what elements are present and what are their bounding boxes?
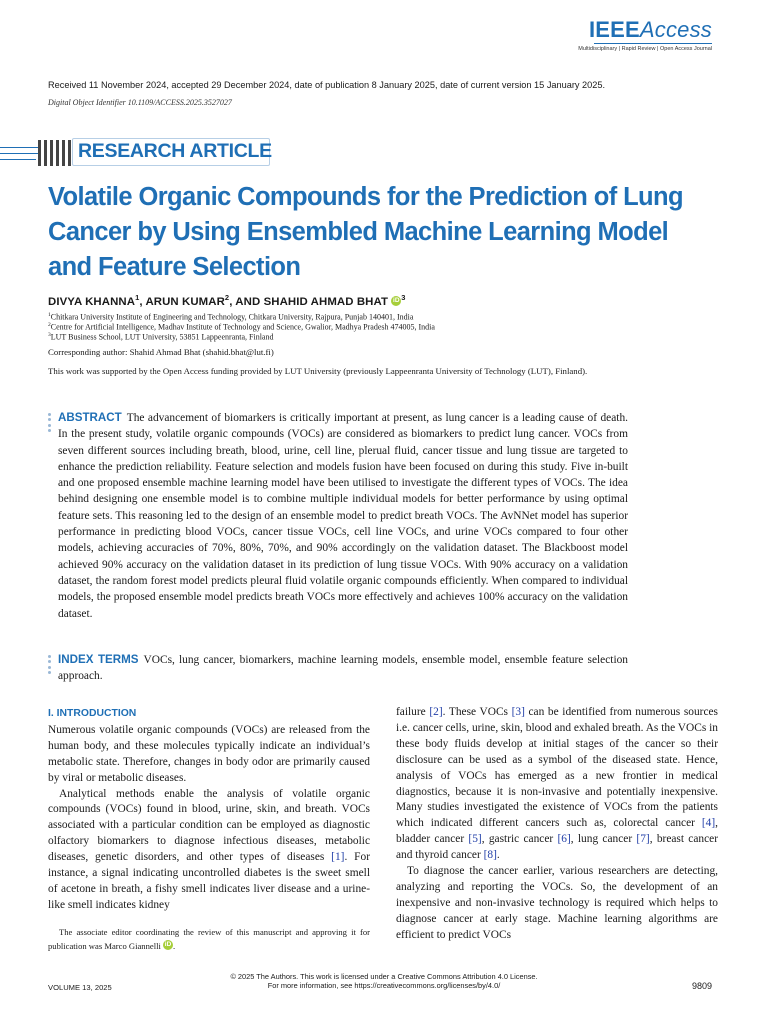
banner-barcode-icon <box>0 140 72 166</box>
abstract-label: ABSTRACT <box>58 411 122 424</box>
editor-note: The associate editor coordinating the review of this manuscript and approving it for publication was Marco Giannelli iD . <box>48 927 370 951</box>
citation-link[interactable]: [1] <box>331 851 345 864</box>
volume-label: VOLUME 13, 2025 <box>48 983 112 992</box>
index-terms <box>58 652 628 685</box>
citation-link[interactable]: [4] <box>701 817 716 830</box>
journal-logo: IEEEAccess <box>588 17 712 42</box>
paragraph: Analytical methods enable the analysis of volatile organic compounds (VOCs) found in blood, urine, skin, and breath. VOCs associated with a particular condition can be employed as diagnostic olfactory biomarkers to diagnose infectious diseases, metabolic diseases, genetic disorders, and other types of diseases [1]. For instance, a signal indicating uncontrolled diabetes is the sweet smell of acetone in breath, a fishy smell indicates liver disease and a urine-like smell indicates kidney <box>48 787 370 911</box>
author-name: DIVYA KHANNA <box>48 295 136 308</box>
affiliation: $^2$Centre for Artificial Intelligence, Madhav Institute of Technology and Science, Gwalior, Madhya Pradesh 474005, India <box>48 322 435 332</box>
paper-title: Volatile Organic Compounds for the Prediction of Lung Cancer by Using Ensembled Machine Learning Model and Feature Selection <box>48 183 683 281</box>
left-column <box>48 706 370 914</box>
abstract-text: The advancement of biomarkers is critically important at present, as lung cancer is a leading cause of death. In the present study, volatile organic compounds (VOCs) are considered as biomarkers to predict lung cancer. VOCs from seven different sources including breath, blood, urine, cell line, plerual fluid, cancer tissue and lung tissue are targeted to enhance the prediction reliability. Feature selection and models fusion have been focused on during this study. Five in-built and one proposed ensemble machine learning model have been utilised to investigate the different types of VOCs. The idea behind designing one ensemble model is to combine multiple individual models for better performance by using optimal feature sets. This reasoning led to the design of an ensemble model to predict breath VOCs. The AvNNet model has superior performance in predicting blood VOCs, cancer tissue VOCs, cell line VOCs, and urine VOCs compared to four other models, achieving accuracies of 70%, 80%, 70%, and 90% accordingly on the validation dataset. The Blackboost model achieved 90% accuracy on the validation dataset in its prediction of lung tissue VOCs. With 90% accuracy on a validation dataset, the random forest model predicts pleural fluid volatile organic compounds efficiently. When compared to individual models, the proposed ensemble model predicts breath VOCs more effectively and achieves 100% accuracy on the validation dataset. <box>58 412 628 620</box>
funding-statement: This work was supported by the Open Access funding provided by LUT University (previously Lappeenranta University of Technology (LUT), Finland). <box>48 366 588 376</box>
index-terms-marker-icon <box>48 655 51 677</box>
license-footer <box>0 972 768 990</box>
journal-tagline: Multidisciplinary | Rapid Review | Open Access Journal <box>578 46 712 52</box>
paragraph: failure [2]. These VOCs [3] can be identified from numerous sources i.e. cancer cells, urine, skin, blood and exhaled breath. As the VOCs in these body fluids develop at initial stages of the cancer so their disclosure can be used as a symbol of the diseased state. Hence, analysis of VOCs has emerged as a new frontier in medical diagnostics, because it is non-invasive and potentially inexpensive. Many studies investigated the existence of VOCs from the patients which indicated different cancers such as, colorectal cancer [4], bladder cancer [5], gastric cancer [6], lung cancer [7], breast cancer and thyroid cancer [8]. <box>396 706 719 862</box>
received-dates: Received 11 November 2024, accepted 29 December 2024, date of publication 8 January 2025, date of current version 15 January 2025. <box>48 80 606 90</box>
citation-link[interactable]: [8] <box>483 849 497 862</box>
masthead-rule <box>594 43 712 44</box>
author-list <box>48 293 406 308</box>
paragraph: Numerous volatile organic compounds (VOCs) are released from the human body, and these molecules typically indicate an individual’s metabolic state. Therefore, changes in body odor are primarily caused by viral or metabolic diseases. <box>48 723 370 784</box>
section-heading: I. INTRODUCTION <box>48 708 137 719</box>
author-name: ARUN KUMAR <box>145 295 225 308</box>
license-link[interactable]: For more information, see https://creativecommons.org/licenses/by/4.0/ <box>267 981 501 990</box>
author-sup: 3 <box>401 293 406 302</box>
author-sup: 2 <box>224 293 230 302</box>
orcid-icon[interactable]: iD <box>392 296 400 304</box>
paragraph: To diagnose the cancer earlier, various researchers are detecting, analyzing and reporting the VOCs. So, the development of an inexpensive and non-invasive technology is required which helps to diagnose cancer at early stage. Machine learning algorithms are efficient to predict VOCs <box>396 865 718 941</box>
citation-link[interactable]: [7] <box>636 833 650 846</box>
index-terms-text: VOCs, lung cancer, biomarkers, machine learning models, ensemble model, ensemble feature selection approach. <box>58 654 628 683</box>
abstract-marker-icon <box>48 413 51 435</box>
citation-link[interactable]: [5] <box>468 833 482 846</box>
page-number: 9809 <box>691 981 712 991</box>
author-name: SHAHID AHMAD BHAT <box>263 295 389 308</box>
citation-link[interactable]: [2] <box>429 706 443 718</box>
author-separator: , <box>139 295 146 308</box>
affiliation: $^1$Chitkara University Institute of Engineering and Technology, Chitkara University, Rajpura, Punjab 140401, India <box>48 312 414 322</box>
right-column <box>396 705 718 944</box>
abstract <box>58 410 628 622</box>
affiliation: $^3$LUT Business School, LUT University, 53851 Lappeenranta, Finland <box>48 332 274 342</box>
journal-masthead <box>578 18 712 52</box>
doi: Digital Object Identifier 10.1109/ACCESS.2025.3527027 <box>48 98 232 107</box>
article-type-label: RESEARCH ARTICLE <box>78 140 272 162</box>
research-article-banner <box>0 138 300 168</box>
corresponding-author: Corresponding author: Shahid Ahmad Bhat (shahid.bhat@lut.fi) <box>48 347 274 357</box>
orcid-icon[interactable]: iD <box>164 941 172 948</box>
citation-link[interactable]: [6] <box>557 833 571 846</box>
author-separator: , AND <box>229 295 264 308</box>
citation-link[interactable]: [3] <box>511 706 525 718</box>
index-terms-label: INDEX TERMS <box>58 653 139 666</box>
license-text: © 2025 The Authors. This work is licensed under a Creative Commons Attribution 4.0 License. <box>230 972 538 981</box>
author-sup: 1 <box>135 293 140 302</box>
